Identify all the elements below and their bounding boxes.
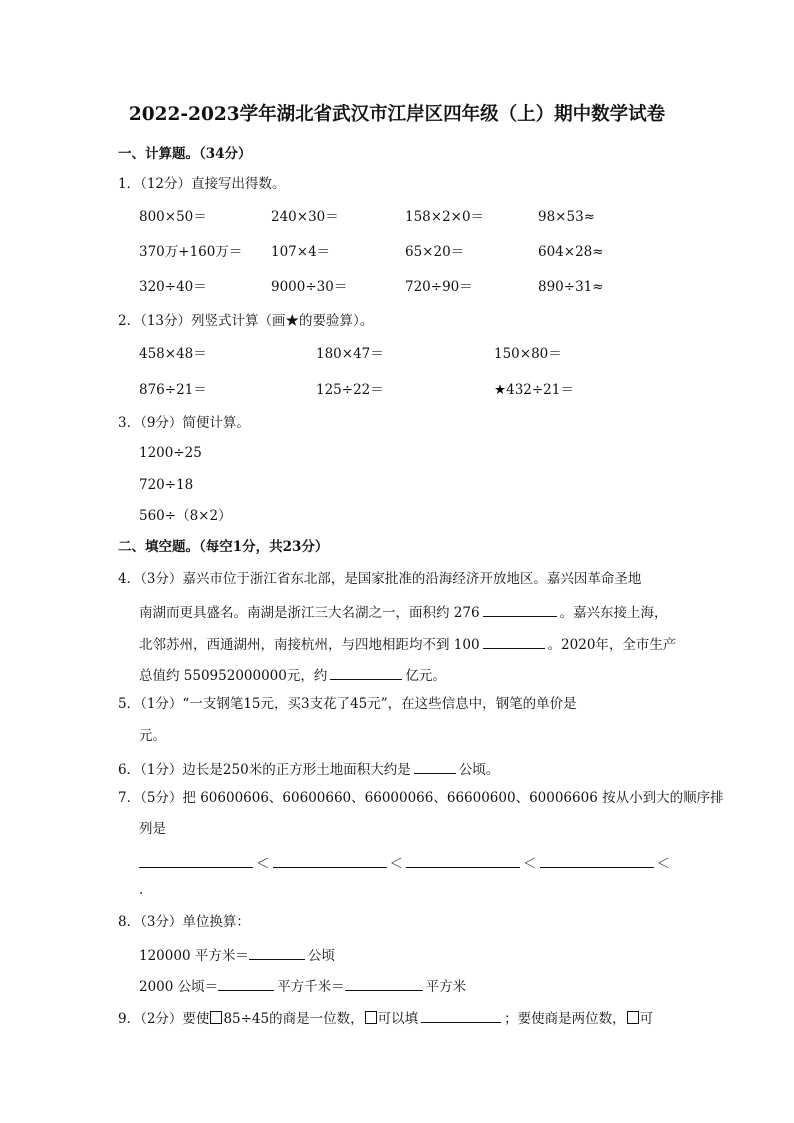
empty-box-icon xyxy=(627,1011,639,1024)
empty-box-icon xyxy=(365,1011,377,1024)
q3-item: 1200÷25 xyxy=(139,445,202,461)
q4-line-3: 北邻苏州，西通湖州，南接杭州，与四地相距均不到 100 。2020年，全市生产 xyxy=(139,637,677,653)
q2-item: 150×80＝ xyxy=(494,346,562,362)
q2-item: ★432÷21＝ xyxy=(494,382,574,398)
q8-heading: 8．（3分）单位换算： xyxy=(118,914,250,930)
q5-line-1: 5．（1分）“一支钢笔15元，买3支花了45元”，在这些信息中，钢笔的单价是 xyxy=(118,696,577,712)
answer-blank[interactable] xyxy=(540,855,654,868)
q1-item: 320÷40＝ xyxy=(139,279,207,295)
answer-blank[interactable] xyxy=(218,978,274,991)
q1-item: 370万+160万＝ xyxy=(139,244,243,260)
q1-item: 9000÷30＝ xyxy=(271,279,348,295)
q3-item: 560÷（8×2） xyxy=(139,508,232,524)
q1-item: 800×50＝ xyxy=(139,209,207,225)
q4-line-4: 总值约 550952000000元，约 亿元。 xyxy=(139,668,446,684)
q8-line-2: 2000 公顷＝ 平方千米＝ 平方米 xyxy=(139,979,467,995)
q1-item: 240×30＝ xyxy=(271,209,339,225)
q1-heading: 1．（12分）直接写出得数。 xyxy=(118,176,286,192)
q1-item: 890÷31≈ xyxy=(538,279,604,295)
q6: 6．（1分）边长是250米的正方形土地面积大约是 公顷。 xyxy=(118,762,500,778)
empty-box-icon xyxy=(210,1011,222,1024)
answer-blank[interactable] xyxy=(330,667,402,680)
q2-heading: 2．（13分）列竖式计算（画★的要验算）。 xyxy=(118,313,374,329)
q4-line-1: 4．（3分）嘉兴市位于浙江省东北部，是国家批准的沿海经济开放地区。嘉兴因革命圣地 xyxy=(118,571,642,587)
answer-blank[interactable] xyxy=(139,855,253,868)
q3-item: 720÷18 xyxy=(139,477,194,493)
q9: 9．（2分）要使 85÷45的商是一位数， 可以填 ；要使商是两位数， 可 xyxy=(118,1011,654,1027)
page-title: 2022-2023学年湖北省武汉市江岸区四年级（上）期中数学试卷 xyxy=(128,104,666,125)
q1-item: 98×53≈ xyxy=(538,209,595,225)
q2-item: 180×47＝ xyxy=(316,346,384,362)
q7-ordering-blanks: ＜ ＜ ＜ ＜ xyxy=(139,855,670,872)
answer-blank[interactable] xyxy=(406,855,520,868)
q5-line-2: 元。 xyxy=(139,728,166,744)
q4-line-2: 南湖而更具盛名。南湖是浙江三大名湖之一，面积约 276 。嘉兴东接上海， xyxy=(139,605,668,621)
q1-item: 65×20＝ xyxy=(405,244,465,260)
q1-item: 158×2×0＝ xyxy=(405,209,485,225)
answer-blank[interactable] xyxy=(345,978,423,991)
answer-blank[interactable] xyxy=(249,947,305,960)
q1-item: 604×28≈ xyxy=(538,244,604,260)
q1-item: 107×4＝ xyxy=(271,244,331,260)
answer-blank[interactable] xyxy=(273,855,387,868)
q2-item: 876÷21＝ xyxy=(139,382,207,398)
q2-item: 125÷22＝ xyxy=(316,382,384,398)
section-1-heading: 一、计算题。（34分） xyxy=(118,146,252,162)
answer-blank[interactable] xyxy=(483,604,557,617)
section-2-heading: 二、填空题。（每空1分，共23分） xyxy=(118,539,329,555)
q2-item: 458×48＝ xyxy=(139,346,207,362)
q7-line-1: 7．（5分）把 60600606、60600660、66000066、66600600、60006606 按从小到大的顺序排 xyxy=(118,790,724,806)
answer-blank[interactable] xyxy=(483,636,545,649)
q8-line-1: 120000 平方米＝ 公顷 xyxy=(139,948,335,964)
q3-heading: 3．（9分）简便计算。 xyxy=(118,415,250,431)
q7-line-2: 列是 xyxy=(139,821,166,837)
q1-item: 720÷90＝ xyxy=(405,279,473,295)
q7-end-period: . xyxy=(139,882,144,898)
answer-blank[interactable] xyxy=(414,761,456,774)
answer-blank[interactable] xyxy=(421,1010,501,1023)
